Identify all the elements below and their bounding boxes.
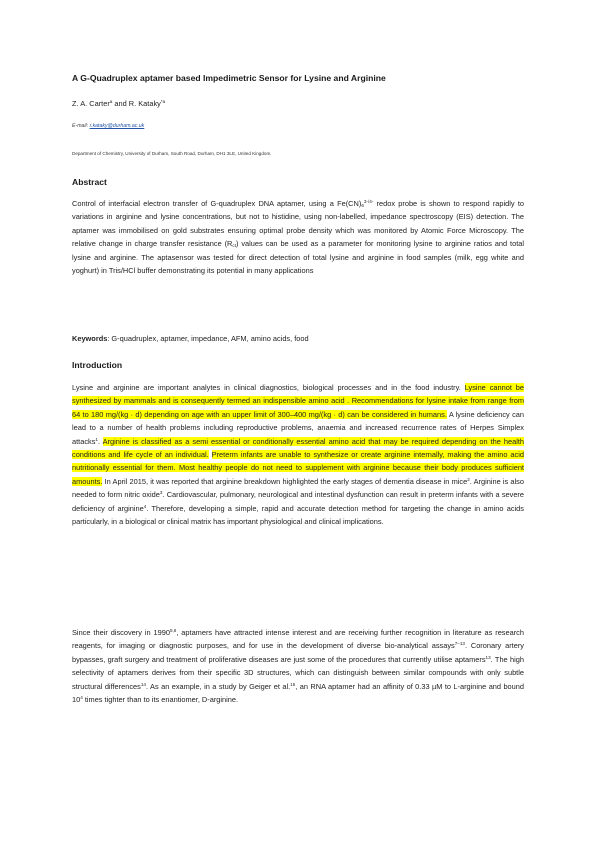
author-list [72,99,524,108]
affiliation-mark: a [109,99,113,104]
subscript: 6 [361,203,364,208]
email-link[interactable]: r.kataky@durham.ac.uk [89,123,145,129]
keywords-label: Keywords [72,334,108,343]
text-run: . Cardiovascular, pulmonary, neurological and intestinal dysfunction can result in preterm infants with a severe deficiency of arginine [72,490,524,513]
highlighted-text: Lysine cannot be synthesized by mammals and is consequently termed an indispensible amino acid . Recommendations for lysine intake from range from 64 to 180 mg/(kg · d) depending on age with an upper limit of 300–400 mg/(kg · d) can be considered in humans. [72,383,525,419]
text-run: Since their discovery in 1990 [72,628,170,637]
affiliation: Department of Chemistry, University of Durham, South Road, Durham, DH1 3LE, United Kingdom. [72,151,272,156]
email-label: E-mail: [72,123,90,129]
text-run: times tighter than to its enantiomer, D-arginine. [82,695,239,705]
text-run: In April 2015, it was reported that arginine breakdown highlighted the early stages of dementia disease in mice [102,476,468,486]
text-run: . The high selectivity of aptamers derives from their specific 3D structures, which can distinguish between similar compounds with only subtle structural differences [72,654,524,691]
text-run: Lysine and arginine are important analytes in clinical diagnostics, biological processes and in the food industry. [72,383,465,392]
text-run: , aptamers have attracted intense interest and are receiving further recognition in literature as research reagents, for imaging or diagnostic purposes, and for use in the development of diverse bio-analytical assays [72,628,524,651]
citation-ref[interactable]: 14 [140,681,146,687]
citation-ref[interactable]: 5,6 [169,628,177,633]
text-run: . Arginine is also needed to form nitric oxide [72,476,524,500]
citation-ref[interactable]: 13 [485,654,491,660]
citation-ref[interactable]: 2 [467,476,470,482]
author-carter: Z. A. Carter [72,99,110,108]
abstract-part: redox probe is shown to respond rapidly to variations in arginine and lysine concentrations, but not to histidine, using non-labelled, impedance spectroscopy (EIS) detection. The aptamer was immobilised on gold substrates ensuring optimal probe density which was monitored by Atomic Force Microscopy. The relative change in charge transfer resistance (R [72,199,525,249]
paper-title: A G-Quadruplex aptamer based Impedimetric Sensor for Lysine and Arginine [72,73,386,83]
text-run: A lysine deficiency can lead to a number of health problems including reproductive problems, anaemia and increased recurrence rates of Herpes Simplex attacks [72,409,524,446]
highlighted-text: Arginine is classified as a semi essential or conditionally essential amino acid that may be required depending on the health conditions and life cycle of an individual. [72,436,525,460]
text-run: . As an example, in a study by Geiger et al. [145,681,291,691]
abstract-text [72,197,524,277]
author-kataky: and R. Kataky [112,99,161,108]
text-run: . Coronary artery bypasses, graft surgery and treatment of proliferative diseases are just some of the procedures that currently utilise aptamers [72,641,524,664]
citation-ref[interactable]: 15 [290,681,296,687]
highlighted-text: Preterm infants are unable to synthesize or create arginine internally, making the amino acid nutritionally essential for them. Most healthy people do not need to supplement with arginine because their body produces sufficient amounts. [72,450,524,486]
keywords-line [72,334,524,343]
subscript: ct [232,243,236,249]
introduction-paragraph-2 [72,626,524,706]
introduction-paragraph-1 [72,381,524,528]
text-run: , an RNA aptamer had an affinity of 0.33 µM to L-arginine and bound 10 [72,681,525,705]
keywords-list: : G-quadruplex, aptamer, impedance, AFM, amino acids, food [107,334,309,343]
text-run: . [97,436,103,446]
contact-email [72,123,524,129]
citation-ref[interactable]: 7–13 [454,641,465,647]
superscript: 4 [80,695,83,701]
abstract-heading: Abstract [72,177,107,187]
corresponding-mark: *a [160,99,166,104]
citation-ref[interactable]: 4 [143,503,147,509]
citation-ref[interactable]: 1 [95,436,98,442]
abstract-part: ) values can be used as a parameter for monitoring lysine to arginine ratios and total lysine and arginine. The aptasensor was tested for direct detection of total lysine and arginine in food samples (milk, egg white and yoghurt) in Tris/HCl buffer demonstrating its potential in many applications [72,239,525,276]
superscript: 3-/4- [363,199,374,204]
text-run: . Therefore, developing a simple, rapid and accurate detection method for targeting the change in amino acids particularly, in a biological or clinical matrix has important physiological and clinical implications. [72,503,524,527]
abstract-part: Control of interfacial electron transfer of G-quadruplex DNA aptamer, using a Fe(CN) [72,199,362,208]
introduction-heading: Introduction [72,360,123,370]
citation-ref[interactable]: 3 [159,490,163,496]
